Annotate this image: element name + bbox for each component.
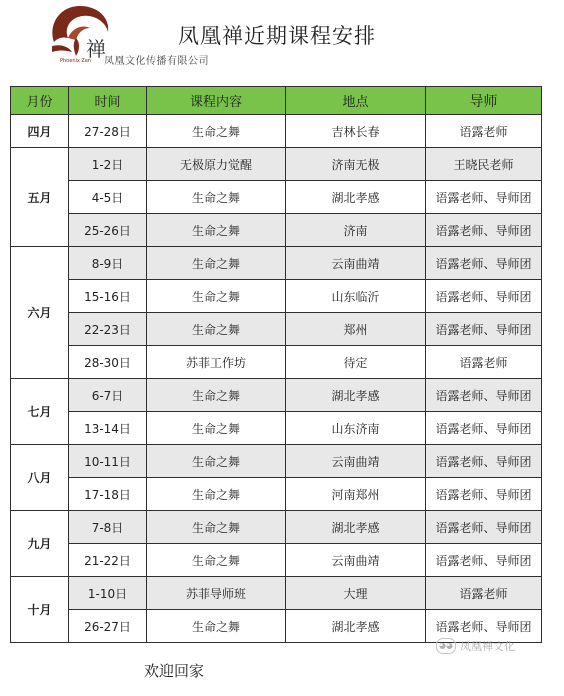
month-cell: 四月 (11, 115, 69, 148)
wechat-icon: ◕◕ (436, 638, 456, 654)
table-row (11, 412, 542, 445)
place-cell: 吉林长春 (286, 115, 426, 148)
place-cell: 湖北孝感 (286, 610, 426, 643)
time-cell: 1-10日 (69, 577, 147, 610)
time-cell: 22-23日 (69, 313, 147, 346)
mentor-cell: 语露老师 (426, 115, 542, 148)
mentor-cell: 语露老师、导师团 (426, 445, 542, 478)
place-cell: 湖北孝感 (286, 379, 426, 412)
header-time: 时间 (69, 87, 147, 115)
table-row (11, 214, 542, 247)
mentor-cell: 语露老师、导师团 (426, 280, 542, 313)
month-cell: 九月 (11, 511, 69, 577)
time-cell: 28-30日 (69, 346, 147, 379)
time-cell: 4-5日 (69, 181, 147, 214)
time-cell: 21-22日 (69, 544, 147, 577)
table-row (11, 511, 542, 544)
table-row (11, 148, 542, 181)
time-cell: 8-9日 (69, 247, 147, 280)
mentor-cell: 语露老师 (426, 346, 542, 379)
table-row (11, 313, 542, 346)
time-cell: 6-7日 (69, 379, 147, 412)
mentor-cell: 语露老师、导师团 (426, 511, 542, 544)
course-cell: 苏菲导师班 (147, 577, 286, 610)
table-row (11, 379, 542, 412)
course-cell: 苏菲工作坊 (147, 346, 286, 379)
table-row (11, 478, 542, 511)
mentor-cell: 语露老师、导师团 (426, 247, 542, 280)
place-cell: 郑州 (286, 313, 426, 346)
mentor-cell: 语露老师、导师团 (426, 214, 542, 247)
place-cell: 河南郑州 (286, 478, 426, 511)
header-mentor: 导师 (426, 87, 542, 115)
place-cell: 云南曲靖 (286, 247, 426, 280)
course-cell: 生命之舞 (147, 313, 286, 346)
place-cell: 待定 (286, 346, 426, 379)
month-cell: 六月 (11, 247, 69, 379)
place-cell: 湖北孝感 (286, 511, 426, 544)
time-cell: 10-11日 (69, 445, 147, 478)
mentor-cell: 语露老师、导师团 (426, 610, 542, 643)
course-cell: 生命之舞 (147, 214, 286, 247)
brand-english: Phoenix Zen (60, 58, 92, 64)
time-cell: 15-16日 (69, 280, 147, 313)
time-cell: 17-18日 (69, 478, 147, 511)
time-cell: 26-27日 (69, 610, 147, 643)
schedule-table (10, 86, 542, 643)
time-cell: 13-14日 (69, 412, 147, 445)
watermark (436, 638, 515, 654)
mentor-cell: 语露老师、导师团 (426, 478, 542, 511)
logo-char: 禅 (86, 37, 106, 61)
month-cell: 八月 (11, 445, 69, 511)
header-place: 地点 (286, 87, 426, 115)
brand-name: 凤凰文化传播有限公司 (104, 56, 209, 67)
course-cell: 生命之舞 (147, 280, 286, 313)
table-row (11, 544, 542, 577)
place-cell: 山东济南 (286, 412, 426, 445)
time-cell: 27-28日 (69, 115, 147, 148)
time-cell: 25-26日 (69, 214, 147, 247)
mentor-cell: 王晓民老师 (426, 148, 542, 181)
table-row (11, 181, 542, 214)
place-cell: 云南曲靖 (286, 445, 426, 478)
page-title: 凤凰禅近期课程安排 (178, 24, 376, 48)
course-cell: 生命之舞 (147, 412, 286, 445)
course-cell: 生命之舞 (147, 379, 286, 412)
mentor-cell: 语露老师、导师团 (426, 379, 542, 412)
time-cell: 1-2日 (69, 148, 147, 181)
course-cell: 生命之舞 (147, 610, 286, 643)
course-cell: 生命之舞 (147, 511, 286, 544)
course-cell: 生命之舞 (147, 445, 286, 478)
course-cell: 无极原力觉醒 (147, 148, 286, 181)
schedule-body (11, 115, 542, 643)
table-row (11, 115, 542, 148)
course-cell: 生命之舞 (147, 247, 286, 280)
table-row (11, 577, 542, 610)
place-cell: 云南曲靖 (286, 544, 426, 577)
time-cell: 7-8日 (69, 511, 147, 544)
mentor-cell: 语露老师、导师团 (426, 313, 542, 346)
table-header-row (11, 87, 542, 115)
table-row (11, 445, 542, 478)
header-month: 月份 (11, 87, 69, 115)
month-cell: 五月 (11, 148, 69, 247)
header-course: 课程内容 (147, 87, 286, 115)
watermark-text: 凤凰禅文化 (460, 640, 515, 653)
place-cell: 湖北孝感 (286, 181, 426, 214)
month-cell: 十月 (11, 577, 69, 643)
mentor-cell: 语露老师、导师团 (426, 181, 542, 214)
course-cell: 生命之舞 (147, 181, 286, 214)
place-cell: 大理 (286, 577, 426, 610)
course-cell: 生命之舞 (147, 544, 286, 577)
table-row (11, 280, 542, 313)
mentor-cell: 语露老师、导师团 (426, 412, 542, 445)
footer-text: 欢迎回家 (144, 662, 205, 680)
course-cell: 生命之舞 (147, 478, 286, 511)
mentor-cell: 语露老师、导师团 (426, 544, 542, 577)
place-cell: 济南无极 (286, 148, 426, 181)
table-row (11, 346, 542, 379)
month-cell: 七月 (11, 379, 69, 445)
table-row (11, 247, 542, 280)
mentor-cell: 语露老师 (426, 577, 542, 610)
place-cell: 济南 (286, 214, 426, 247)
place-cell: 山东临沂 (286, 280, 426, 313)
course-cell: 生命之舞 (147, 115, 286, 148)
